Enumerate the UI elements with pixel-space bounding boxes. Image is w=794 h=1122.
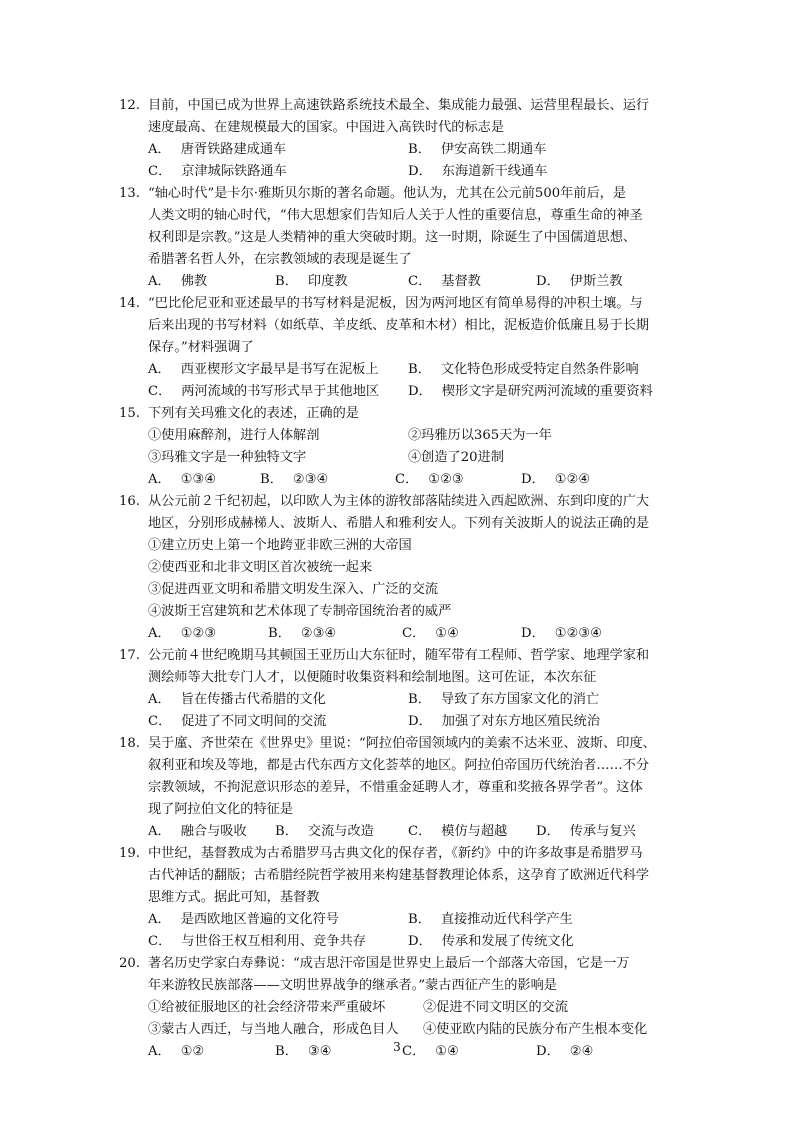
- option-d: D． 加强了对东方地区殖民统治: [408, 714, 601, 729]
- statement-row: [0, 1019, 794, 1041]
- question-stem-line: 公元前４世纪晚期马其顿国王亚历山大东征时，随军带有工程师、哲学家、地理学家和: [148, 648, 650, 663]
- option-a: A． 是西欧地区普遍的文化符号: [148, 912, 339, 927]
- option-c: C． 两河流域的书写形式早于其他地区: [148, 384, 380, 399]
- option-row: [0, 161, 794, 183]
- question-stem-line: 吴于廑、齐世荣在《世界史》里说：“阿拉伯帝国领域内的美索不达米亚、波斯、印度、: [148, 736, 656, 751]
- question-number: 18.: [119, 736, 140, 751]
- option-c: C． ①②③: [395, 472, 464, 487]
- statement-item: ②促进不同文明区的交流: [423, 1000, 569, 1015]
- option-c: C． 促进了不同文明间的交流: [148, 714, 327, 729]
- statement-item: ④创造了20进制: [408, 450, 504, 465]
- option-row: [0, 689, 794, 711]
- question-19: [0, 843, 794, 953]
- question-stem-line: 后来出现的书写材料（如纸草、羊皮纸、皮革和木材）相比，泥板造价低廉且易于长期: [148, 318, 650, 333]
- question-number: 12.: [119, 98, 140, 113]
- option-b: B． 直接推动近代科学产生: [408, 912, 573, 927]
- option-a: A． 唐胥铁路建成通车: [148, 142, 287, 157]
- statement-item: ①给被征服地区的社会经济带来严重破坏: [148, 1000, 386, 1015]
- option-d: D． 传承与复兴: [536, 824, 636, 839]
- option-d: D． 传承和发展了传统文化: [408, 934, 574, 949]
- page-number: 3: [393, 1040, 401, 1054]
- question-stem-line: 古代神话的翻版；古希腊经院哲学被用来构建基督教理论体系，这孕育了欧洲近代科学: [148, 868, 650, 883]
- question-number: 14.: [119, 296, 140, 311]
- question-list: [0, 95, 794, 1063]
- question-stem-line: 从公元前２千纪初起，以印欧人为主体的游牧部落陆续进入西起欧洲、东到印度的广大: [148, 494, 650, 509]
- option-a: A． 融合与吸收: [148, 824, 247, 839]
- option-b: B． ②③④: [260, 472, 329, 487]
- statement-row: [0, 997, 794, 1019]
- option-a: A． 旨在传播古代希腊的文化: [148, 692, 326, 707]
- question-stem-line: 叙利亚和埃及等地，都是古代东西方文化荟萃的地区。阿拉伯帝国历代统治者……不分: [148, 758, 650, 773]
- question-stem-line: 宗教领域，不拘泥意识形态的差异，不惜重金延聘人才，尊重和奖掖各界学者”。这体: [148, 780, 643, 795]
- option-d: D． ①②④: [521, 472, 591, 487]
- statement-row: [0, 447, 794, 469]
- option-row: [0, 821, 794, 843]
- option-row: [0, 271, 794, 293]
- question-12: [0, 95, 794, 183]
- question-number: 15.: [119, 406, 140, 421]
- option-row: [0, 909, 794, 931]
- option-c: C． 模仿与超越: [408, 824, 508, 839]
- question-15: [0, 403, 794, 491]
- question-stem-line: 中世纪，基督教成为古希腊罗马古典文化的保存者，《新约》中的许多故事是希腊罗马: [148, 846, 643, 861]
- question-stem-line: 人类文明的轴心时代，“伟大思想家们告知后人关于人性的重要信息，尊重生命的神圣: [148, 208, 643, 223]
- option-a: A． ①②: [148, 1044, 205, 1059]
- option-b: B． 伊安高铁二期通车: [408, 142, 547, 157]
- statement-row: [0, 425, 794, 447]
- option-c: C． 与世俗王权互相利用、竞争共存: [148, 934, 366, 949]
- option-d: D． 伊斯兰教: [536, 274, 623, 289]
- statement-item: ③玛雅文字是一种独特文字: [148, 450, 307, 465]
- option-row: [0, 381, 794, 403]
- question-stem-line: 下列有关玛雅文化的表述，正确的是: [148, 406, 359, 421]
- option-b: B． 交流与改造: [275, 824, 374, 839]
- question-stem-line: 权利即是宗教。”这是人类精神的重大突破时期。这一时期，除诞生了中国儒道思想、: [148, 230, 637, 245]
- question-stem-line: 目前，中国已成为世界上高速铁路系统技术最全、集成能力最强、运营里程最长、运行: [148, 98, 650, 113]
- question-stem-line: 地区，分别形成赫梯人、波斯人、希腊人和雅利安人。下列有关波斯人的说法正确的是: [148, 516, 650, 531]
- question-number: 20.: [119, 956, 140, 971]
- option-row: [0, 711, 794, 733]
- question-13: [0, 183, 794, 293]
- statement-item: ④波斯王宫建筑和艺术体现了专制帝国统治者的威严: [148, 604, 452, 619]
- question-number: 19.: [119, 846, 140, 861]
- question-18: [0, 733, 794, 843]
- option-b: B． ②③④: [268, 626, 337, 641]
- option-c: C． ①④: [402, 626, 459, 641]
- statement-item: ②玛雅历以365天为一年: [408, 428, 552, 443]
- question-stem-line: 年来游牧民族部落——文明世界战争的继承者。”蒙古西征产生的影响是: [148, 978, 557, 993]
- question-stem-line: 希腊著名哲人外，在宗教领域的表现是诞生了: [148, 252, 412, 267]
- question-17: [0, 645, 794, 733]
- statement-item: ③促进西亚文明和希腊文明发生深入、广泛的交流: [148, 582, 439, 597]
- question-number: 17.: [119, 648, 140, 663]
- option-a: A． 佛教: [148, 274, 208, 289]
- question-stem-line: 速度最高、在建规模最大的国家。中国进入高铁时代的标志是: [148, 120, 505, 135]
- option-row: [0, 931, 794, 953]
- option-b: B． ③④: [275, 1044, 332, 1059]
- statement-item: ①建立历史上第一个地跨亚非欧三洲的大帝国: [148, 538, 412, 553]
- statement-item: ④使亚欧内陆的民族分布产生根本变化: [423, 1022, 648, 1037]
- question-stem-line: 思维方式。据此可知，基督教: [148, 890, 320, 905]
- option-row: [0, 359, 794, 381]
- question-stem-line: 现了阿拉伯文化的特征是: [148, 802, 294, 817]
- statement-item: ②使西亚和北非文明区首次被统一起来: [148, 560, 373, 575]
- option-d: D． 楔形文字是研究两河流域的重要资料: [408, 384, 653, 399]
- option-a: A． ①②③: [148, 626, 217, 641]
- option-b: B． 文化特色形成受特定自然条件影响: [408, 362, 639, 377]
- option-c: C． 京津城际铁路通车: [148, 164, 287, 179]
- option-b: B． 导致了东方国家文化的消亡: [408, 692, 600, 707]
- question-number: 13.: [119, 186, 140, 201]
- option-d: D． ①②③④: [521, 626, 603, 641]
- option-row: [0, 139, 794, 161]
- question-stem-line: 著名历史学家白寿彝说：“成吉思汗帝国是世界史上最后一个部落大帝国，它是一万: [148, 956, 630, 971]
- option-a: A． ①③④: [148, 472, 217, 487]
- question-stem-line: 测绘师等大批专门人才，以便随时收集资料和绘制地图。这可佐证，本次东征: [148, 670, 597, 685]
- option-row: [0, 469, 794, 491]
- option-row: [0, 623, 794, 645]
- statement-item: ①使用麻醉剂，进行人体解剖: [148, 428, 320, 443]
- question-stem-line: “轴心时代”是卡尔·雅斯贝尔斯的著名命题。他认为，尤其在公元前500年前后，是: [148, 186, 627, 201]
- option-d: D． ②④: [536, 1044, 594, 1059]
- option-c: C． 基督教: [408, 274, 481, 289]
- option-c: C． ①④: [402, 1044, 459, 1059]
- statement-item: ③蒙古人西迁，与当地人融合，形成色目人: [148, 1022, 399, 1037]
- question-14: [0, 293, 794, 403]
- question-stem-line: “巴比伦尼亚和亚述最早的书写材料是泥板，因为两河地区有简单易得的冲积土壤。与: [148, 296, 643, 311]
- option-b: B． 印度教: [275, 274, 348, 289]
- question-number: 16.: [119, 494, 140, 509]
- option-d: D． 东海道新干线通车: [408, 164, 548, 179]
- option-a: A． 西亚楔形文字最早是书写在泥板上: [148, 362, 379, 377]
- question-16: [0, 491, 794, 645]
- question-stem-line: 保存。”材料强调了: [148, 340, 254, 355]
